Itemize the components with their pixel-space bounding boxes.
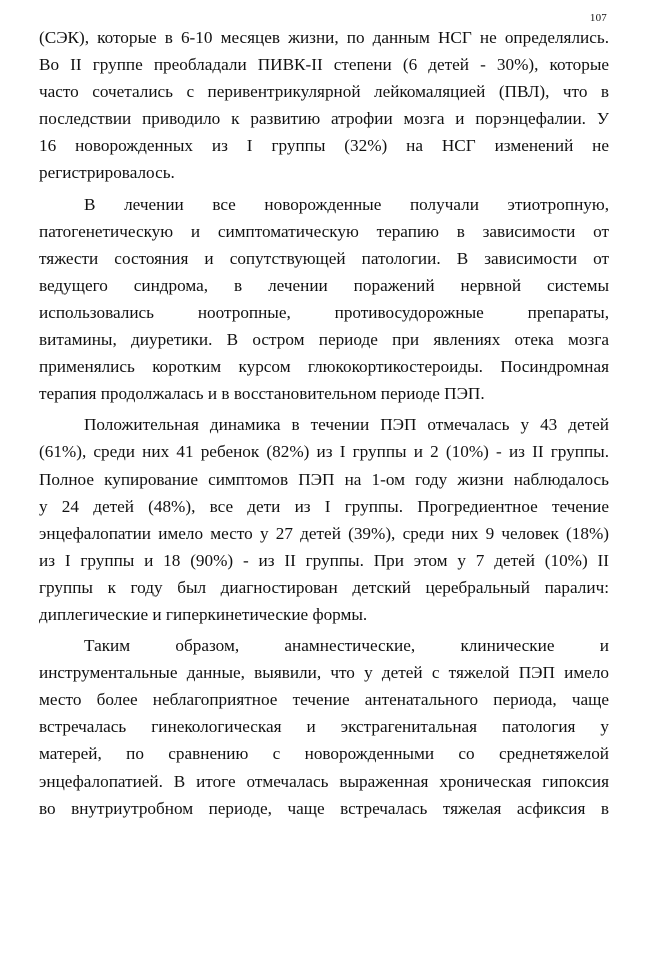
text-line: Во II группе преобладали ПИВК-II степени (6 детей - 30%), которые (39, 55, 609, 75)
text-line: терапия продолжалась и в восстановительном периоде ПЭП. (39, 384, 485, 404)
paragraph-treatment (39, 191, 609, 408)
text-line: В лечении все новорожденные получали этиотропную, (84, 194, 609, 214)
text-line: энцефалопатии имело место у 27 детей (39%), среди них 9 человек (18%) (39, 523, 609, 543)
text-line: (СЭК), которые в 6-10 месяцев жизни, по данным НСГ не определялись. (39, 28, 609, 47)
text-line: использовались ноотропные, противосудорожные препараты, (39, 302, 609, 322)
text-line: из I группы и 18 (90%) - из II группы. При этом у 7 детей (10%) II (39, 550, 609, 570)
text-line: витамины, диуретики. В остром периоде при явлениях отека мозга (39, 330, 609, 350)
text-line: Положительная динамика в течении ПЭП отмечалась у 43 детей (84, 415, 609, 435)
text-line: матерей, по сравнению с новорожденными со среднетяжелой (39, 744, 609, 764)
text-line: Таким образом, анамнестические, клинические и (84, 636, 609, 656)
text-line: 16 новорожденных из I группы (32%) на НСГ изменений не (39, 136, 609, 156)
text-line: место более неблагоприятное течение антенатального периода, чаще (39, 690, 609, 710)
text-line: регистрировалось. (39, 163, 175, 183)
paragraph-conclusion (39, 632, 609, 822)
text-line: патогенетическую и симптоматическую терапию в зависимости от (39, 221, 609, 241)
text-line: во внутриутробном периоде, чаще встречалась тяжелая асфиксия в (39, 798, 609, 818)
paragraph-nsg-findings (39, 24, 609, 187)
page-body (39, 24, 609, 826)
text-line: часто сочетались с перивентрикулярной лейкомаляцией (ПВЛ), что в (39, 82, 609, 102)
text-line: у 24 детей (48%), все дети из I группы. Прогредиентное течение (39, 496, 609, 516)
text-line: инструментальные данные, выявили, что у детей с тяжелой ПЭП имело (39, 663, 609, 683)
paragraph-dynamics (39, 411, 609, 628)
text-line: (61%), среди них 41 ребенок (82%) из I группы и 2 (10%) - из II группы. (39, 442, 609, 462)
text-line: энцефалопатией. В итоге отмечалась выраженная хроническая гипоксия (39, 771, 609, 791)
page-number: 107 (589, 12, 607, 24)
text-line: тяжести состояния и сопутствующей патологии. В зависимости от (39, 248, 609, 268)
text-line: диплегические и гиперкинетические формы. (39, 604, 368, 624)
text-line: ведущего синдрома, в лечении поражений нервной системы (39, 275, 609, 295)
text-line: группы к году был диагностирован детский церебральный паралич: (39, 577, 609, 597)
text-line: последствии приводило к развитию атрофии мозга и порэнцефалии. У (39, 109, 609, 129)
text-line: Полное купирование симптомов ПЭП на 1-ом году жизни наблюдалось (39, 469, 609, 489)
text-line: встречалась гинекологическая и экстрагенитальная патология у (39, 717, 609, 737)
text-line: применялись коротким курсом глюкокортикостероиды. Посиндромная (39, 357, 609, 377)
